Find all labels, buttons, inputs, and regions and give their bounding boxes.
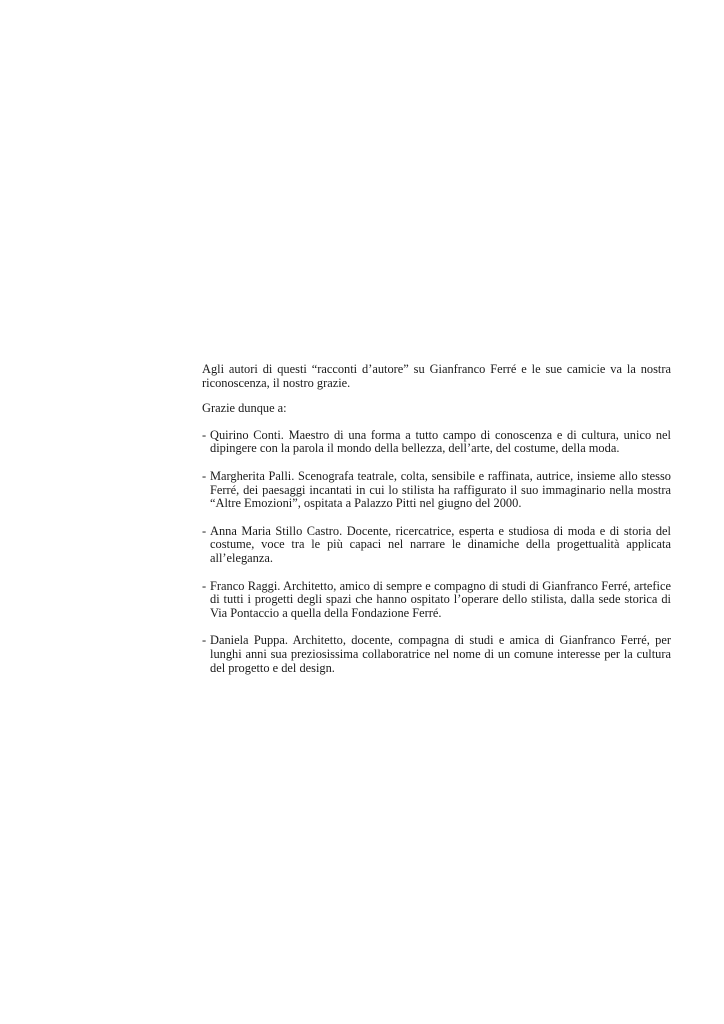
- lead-paragraph: Grazie dunque a:: [202, 401, 287, 416]
- list-item: [202, 634, 671, 675]
- list-item: [202, 470, 671, 511]
- person-name: Anna Maria Stillo Castro.: [210, 523, 343, 538]
- acknowledgements-list: [202, 429, 671, 675]
- person-description: Architetto, amico di sempre e compagno di studi di Gianfranco Ferré, artefice di tutti i progetti degli spazi che hanno ospitato l’operare dello stilista, dalla sede storica di Via Pontaccio a quella della Fondazione Ferré.: [210, 578, 671, 620]
- list-item: [202, 525, 671, 566]
- person-name: Franco Raggi.: [210, 578, 281, 593]
- person-description: Maestro di una forma a tutto campo di conoscenza e di cultura, unico nel dipingere con la parola il mondo della bellezza, dell’arte, del costume, della moda.: [210, 427, 671, 456]
- person-name: Daniela Puppa.: [210, 633, 288, 648]
- list-item: [202, 429, 671, 456]
- list-item: [202, 580, 671, 621]
- person-description: Architetto, docente, compagna di studi e amica di Gianfranco Ferré, per lunghi anni sua preziosissima collaboratrice nel nome di un comune interesse per la cultura del progetto e del design.: [210, 633, 672, 675]
- person-description: Scenografa teatrale, colta, sensibile e raffinata, autrice, insieme allo stesso Ferré, dei paesaggi incantati in cui lo stilista ha raffigurato il suo immaginario nella mostra “Altre Emozioni”, ospitata a Palazzo Pitti nel giugno del 2000.: [210, 468, 671, 511]
- intro-paragraph: Agli autori di questi “racconti d’autore” su Gianfranco Ferré e le sue camicie va la nostra riconoscenza, il nostro grazie.: [202, 362, 671, 390]
- acknowledgements-section: [202, 363, 671, 689]
- person-name: Quirino Conti.: [210, 427, 284, 442]
- person-description: Docente, ricercatrice, esperta e studiosa di moda e di storia del costume, voce tra le più capaci nel narrare le dinamiche della progettualità applicata all’eleganza.: [210, 523, 671, 565]
- person-name: Margherita Palli.: [210, 468, 295, 483]
